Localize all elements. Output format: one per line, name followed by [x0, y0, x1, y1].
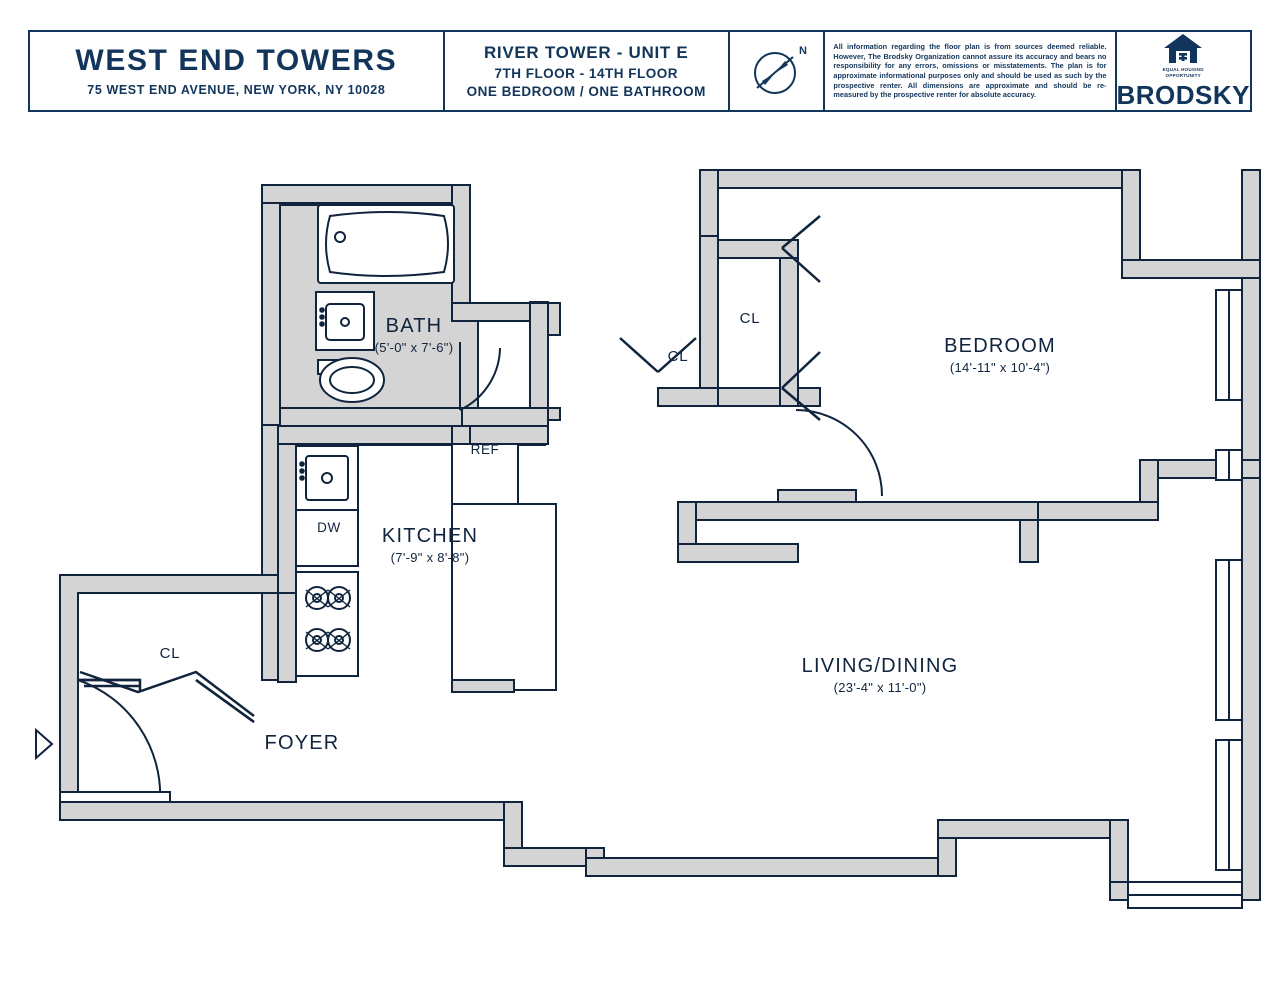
- kitchen-sink-icon: [296, 446, 358, 510]
- floor-plan-drawing: [0, 120, 1280, 989]
- window-group: [1128, 290, 1242, 908]
- unit-identity: [445, 32, 728, 110]
- room-label-bedroom: BEDROOM (14'-11" x 10'-4"): [944, 335, 1056, 375]
- title-block: [28, 30, 1252, 112]
- closet-label-hall: CL: [667, 348, 689, 365]
- building-identity: [30, 32, 443, 110]
- room-label-living-dining: LIVING/DINING (23'-4" x 11'-0"): [801, 655, 959, 695]
- entry-door-leaf: [60, 792, 170, 802]
- building-address: 75 WEST END AVENUE, NEW YORK, NY 10028: [87, 82, 386, 97]
- room-label-bath: BATH (5'-0" x 7'-6"): [374, 315, 454, 355]
- closet-door-hall: [620, 338, 696, 372]
- room-label-kitchen: KITCHEN (7'-9" x 8'-8"): [381, 525, 479, 565]
- svg-text:N: N: [798, 45, 807, 57]
- equal-housing-opportunity-icon: [1161, 31, 1205, 78]
- eho-line-2: OPPORTUNITY: [1165, 72, 1201, 78]
- disclaimer-text: All information regarding the floor plan is from sources deemed reliable. However, The Brodsky Organization cannot assure its accuracy and bears no responsibility for any errors, omissions or misstatements. The plan is for approximate informational purposes only and should be used as such by the prospective renter. All dimensions are approximate and should be re-measured by the prospective renter for absolute accuracy.: [833, 42, 1107, 100]
- stove-burners-icon: [296, 572, 358, 676]
- entry-arrow-icon: [36, 730, 52, 758]
- brand-block: [1117, 32, 1251, 110]
- unit-title: RIVER TOWER - UNIT E: [483, 43, 689, 62]
- compass-rose-icon: [730, 32, 824, 110]
- fixture-label-refrigerator: REF: [470, 442, 500, 457]
- unit-config: ONE BEDROOM / ONE BATHROOM: [466, 84, 706, 99]
- eho-line-1: EQUAL HOUSING: [1162, 66, 1204, 72]
- toilet-icon: [318, 358, 384, 402]
- room-label-foyer: FOYER: [264, 732, 340, 754]
- unit-floors: 7TH FLOOR - 14TH FLOOR: [494, 66, 678, 81]
- floor-plan: [0, 120, 1280, 989]
- entry-door-swing: [78, 680, 160, 802]
- kitchen-peninsula: [452, 504, 556, 692]
- bedroom-door-swing: [778, 410, 882, 502]
- fixture-label-dishwasher: DW: [317, 520, 341, 535]
- sink-icon: [316, 292, 374, 350]
- closet-label-bedroom: CL: [739, 310, 761, 327]
- dishwasher-icon: [296, 510, 358, 566]
- bathtub-icon: [318, 205, 454, 283]
- disclaimer-block: [825, 32, 1114, 110]
- building-name: WEST END TOWERS: [75, 44, 398, 78]
- closet-door-foyer: [78, 680, 254, 722]
- closet-label-foyer: CL: [159, 645, 181, 662]
- brand-name: BRODSKY: [1116, 80, 1251, 111]
